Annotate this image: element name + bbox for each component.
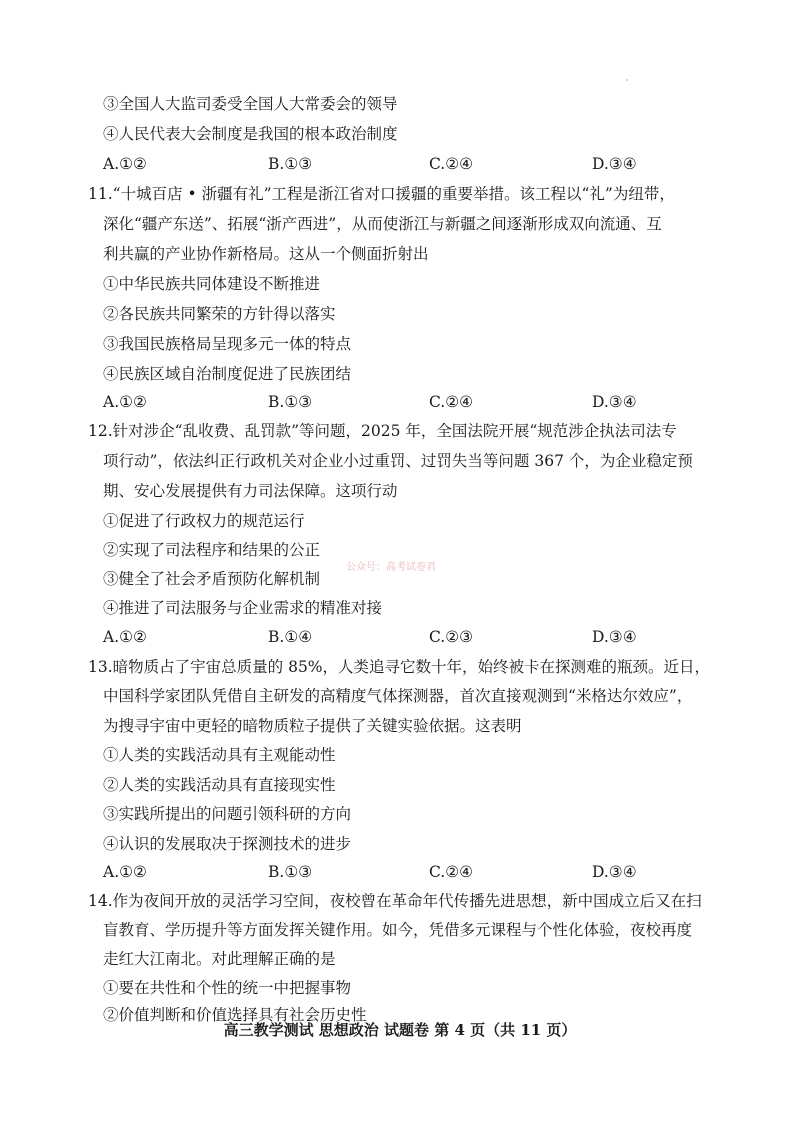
q14-stem-line-1: 14.作为夜间开放的灵活学习空间，夜校曾在革命年代传播先进思想，新中国成立后又在扫 — [88, 892, 702, 910]
q13-option-b: B.①③ — [268, 863, 313, 881]
watermark: 公众号：高考试卷君 — [346, 562, 436, 573]
q12-statement-4: ④推进了司法服务与企业需求的精准对接 — [103, 599, 383, 617]
q14-statement-1: ①要在共性和个性的统一中把握事物 — [103, 979, 352, 997]
q12-options — [103, 627, 723, 647]
q14-statement-2: ②价值判断和价值选择具有社会历史性 — [103, 1006, 367, 1024]
q12-stem-line-1: 12.针对涉企“乱收费、乱罚款”等问题，2025 年，全国法院开展“规范涉企执法司法专 — [88, 422, 677, 440]
q12-statement-3: ③健全了社会矛盾预防化解机制 — [103, 570, 321, 588]
q11-statement-3: ③我国民族格局呈现多元一体的特点 — [103, 335, 352, 353]
q12-option-c: C.②③ — [429, 628, 474, 646]
scan-speck — [626, 79, 628, 81]
q13-statement-1: ①人类的实践活动具有主观能动性 — [103, 746, 336, 764]
q10-options — [103, 154, 723, 174]
q11-option-d: D.③④ — [592, 393, 637, 411]
q13-statement-2: ②人类的实践活动具有直接现实性 — [103, 776, 336, 794]
q13-statement-4: ④认识的发展取决于探测技术的进步 — [103, 835, 352, 853]
q12-option-b: B.①④ — [268, 628, 313, 646]
q11-option-c: C.②④ — [429, 393, 474, 411]
q12-statement-1: ①促进了行政权力的规范运行 — [103, 512, 305, 530]
q12-option-a: A.①② — [103, 628, 147, 646]
q13-stem-line-3: 为搜寻宇宙中更轻的暗物质粒子提供了关键实验依据。这表明 — [103, 717, 522, 735]
q12-statement-2: ②实现了司法程序和结果的公正 — [103, 541, 321, 559]
q13-option-c: C.②④ — [429, 863, 474, 881]
q10-option-c: C.②④ — [429, 155, 474, 173]
q10-option-b: B.①③ — [268, 155, 313, 173]
q14-stem-line-2: 盲教育、学历提升等方面发挥关键作用。如今，凭借多元课程与个性化体验，夜校再度 — [103, 921, 693, 939]
q13-stem-line-2: 中国科学家团队凭借自主研发的高精度气体探测器，首次直接观测到“米格达尔效应”， — [103, 687, 693, 705]
q13-options — [103, 862, 723, 882]
q11-statement-4: ④民族区域自治制度促进了民族团结 — [103, 365, 352, 383]
q10-option-d: D.③④ — [592, 155, 637, 173]
q11-stem-line-1: 11.“十城百店 • 浙疆有礼”工程是浙江省对口援疆的重要举措。该工程以“礼”为纽带， — [88, 185, 675, 203]
q11-option-a: A.①② — [103, 393, 147, 411]
q12-option-d: D.③④ — [592, 628, 637, 646]
q11-options — [103, 392, 723, 412]
q11-stem-line-2: 深化“疆产东送”、拓展“浙产西进”，从而使浙江与新疆之间逐渐形成双向流通、互 — [103, 215, 662, 233]
q13-option-a: A.①② — [103, 863, 147, 881]
q10-option-a: A.①② — [103, 155, 147, 173]
q13-statement-3: ③实践所提出的问题引领科研的方向 — [103, 805, 352, 823]
q13-option-d: D.③④ — [592, 863, 637, 881]
q11-stem-line-3: 利共赢的产业协作新格局。这从一个侧面折射出 — [103, 245, 429, 263]
q11-option-b: B.①③ — [268, 393, 313, 411]
q11-statement-1: ①中华民族共同体建设不断推进 — [103, 275, 321, 293]
q12-stem-line-2: 项行动”，依法纠正行政机关对企业小过重罚、过罚失当等问题 367 个，为企业稳定预 — [103, 452, 693, 470]
q14-stem-line-3: 走红大江南北。对此理解正确的是 — [103, 950, 336, 968]
q12-stem-line-3: 期、安心发展提供有力司法保障。这项行动 — [103, 482, 398, 500]
page-footer: 高三教学测试 思想政治 试题卷 第 4 页（共 11 页） — [223, 1021, 577, 1039]
q10-statement-4: ④人民代表大会制度是我国的根本政治制度 — [103, 125, 398, 143]
q11-statement-2: ②各民族共同繁荣的方针得以落实 — [103, 305, 336, 323]
q10-statement-3: ③全国人大监司委受全国人大常委会的领导 — [103, 95, 398, 113]
q13-stem-line-1: 13.暗物质占了宇宙总质量的 85%，人类追寻它数十年，始终被卡在探测难的瓶颈。近日， — [88, 658, 711, 676]
